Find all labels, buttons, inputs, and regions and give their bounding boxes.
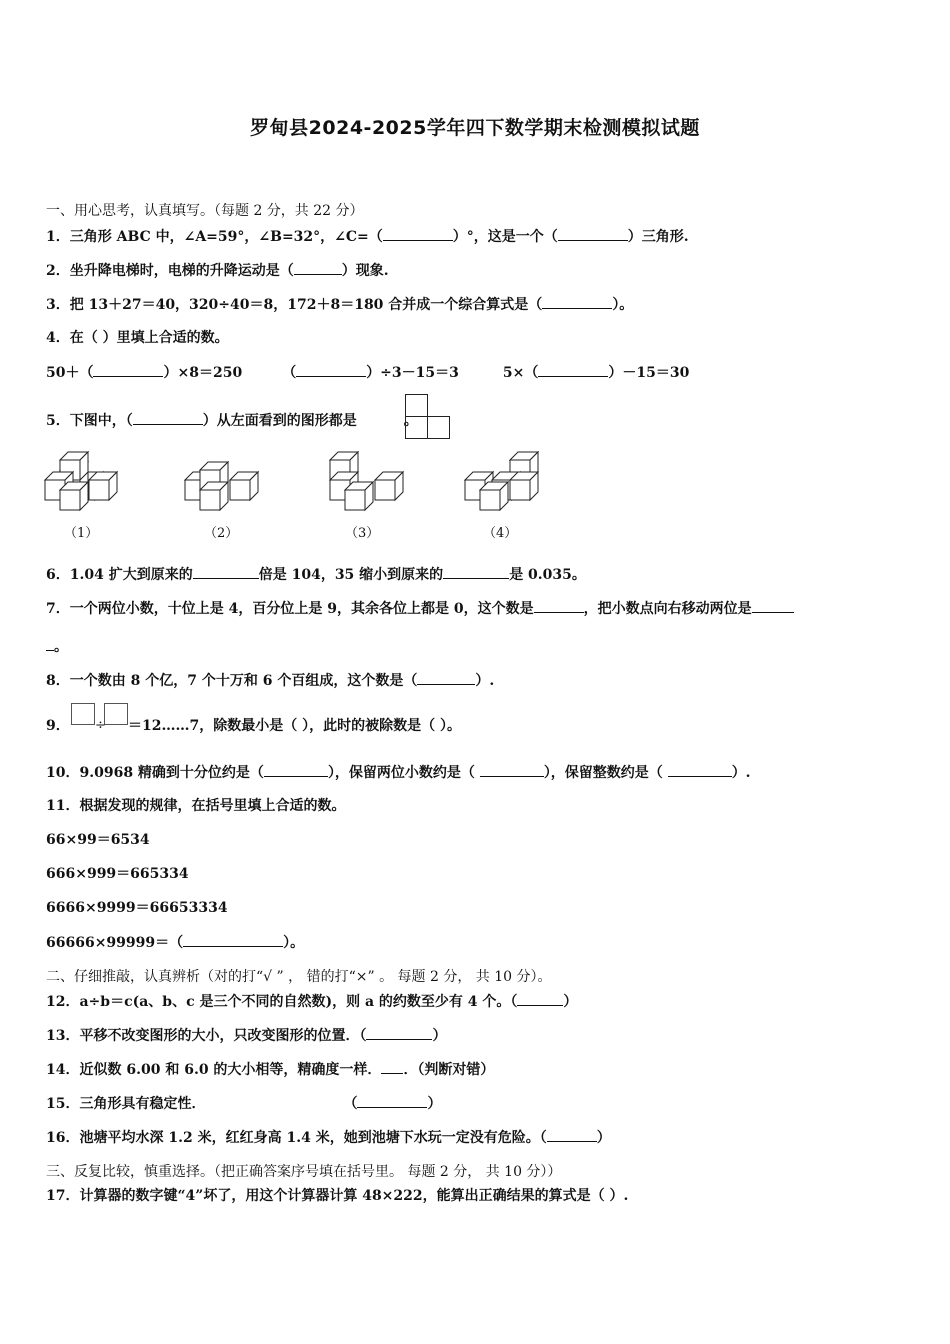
question-10: 10．9.0968 精确到十分位约是（ ），保留两位小数约是（ ），保留整数约是（ ）. — [46, 762, 751, 783]
figure-label-3: （3） — [345, 526, 380, 541]
answer-blank[interactable] — [357, 1093, 427, 1108]
answer-blank[interactable] — [296, 362, 366, 377]
pattern-line-3: 6666×9999＝66653334 — [46, 900, 228, 916]
answer-blank[interactable] — [294, 260, 342, 275]
question-1: 1．三角形 ABC 中，∠A=59°，∠B=32°，∠C=（ ）°，这是一个（ ）三角形. — [46, 226, 689, 247]
cube-figure-1 — [45, 452, 117, 510]
cube-figure-4 — [465, 452, 538, 510]
answer-blank[interactable] — [517, 991, 563, 1006]
answer-blank[interactable] — [547, 1127, 597, 1142]
dividend-box[interactable] — [71, 703, 95, 725]
question-4: 4．在（ ）里填上合适的数。 — [46, 330, 229, 346]
answer-blank[interactable] — [534, 598, 584, 613]
question-12: 12．a÷b＝c(a、b、c 是三个不同的自然数)，则 a 的约数至少有 4 个。（ ） — [46, 991, 577, 1012]
pattern-line-2: 666×999＝665334 — [46, 866, 189, 882]
answer-blank[interactable] — [183, 932, 283, 947]
question-4-equations: 50＋（ ）×8＝250 （ ）÷3－15＝3 5×（ ）－15＝30 — [46, 362, 689, 383]
answer-blank[interactable] — [366, 1025, 432, 1040]
cube-figures — [0, 450, 950, 540]
answer-blank[interactable] — [193, 564, 259, 579]
answer-blank[interactable] — [538, 362, 608, 377]
answer-blank[interactable] — [443, 564, 509, 579]
question-11: 11．根据发现的规律，在括号里填上合适的数。 — [46, 798, 346, 814]
cube-figure-3 — [330, 452, 403, 510]
divide-sign: ÷ — [95, 718, 106, 733]
figure-label-1: （1） — [64, 526, 99, 541]
question-9: 9． — [46, 718, 70, 734]
question-7-cont: 。 — [46, 636, 68, 657]
answer-blank[interactable] — [383, 226, 453, 241]
section-3-heading: 三、反复比较，慎重选择。（把正确答案序号填在括号里。 每题 2 分， 共 10 分）） — [46, 1164, 562, 1180]
cube-figure-2 — [185, 462, 258, 510]
question-17: 17．计算器的数字键“4”坏了，用这个计算器计算 48×222，能算出正确结果的算式是（ ）. — [46, 1188, 629, 1204]
question-9-text: ＝12……7，除数最小是（ ），此时的被除数是（ ）。 — [128, 718, 461, 734]
answer-blank[interactable] — [381, 1059, 403, 1074]
figure-label-2: （2） — [204, 526, 239, 541]
answer-blank[interactable] — [558, 226, 628, 241]
question-16: 16．池塘平均水深 1.2 米，红红身高 1.4 米，她到池塘下水玩一定没有危险。（ ） — [46, 1127, 611, 1148]
question-7: 7．一个两位小数，十位上是 4，百分位上是 9，其余各位上都是 0，这个数是 ，把小数点向右移动两位是 — [46, 598, 794, 619]
section-2-heading: 二、仔细推敲，认真辨析（对的打“√ ” ， 错的打“×” 。 每题 2 分， 共 10 分）。 — [46, 969, 552, 985]
answer-blank[interactable] — [480, 762, 544, 777]
divisor-box[interactable] — [104, 703, 128, 725]
answer-blank[interactable] — [752, 598, 794, 613]
question-6: 6．1.04 扩大到原来的 倍是 104，35 缩小到原来的 是 0.035。 — [46, 564, 586, 585]
question-3: 3．把 13＋27＝40，320÷40＝8，172＋8＝180 合并成一个综合算式是（ ）。 — [46, 294, 633, 315]
page-title: 罗甸县2024-2025学年四下数学期末检测模拟试题 — [250, 117, 700, 139]
figure-label-4: （4） — [483, 526, 518, 541]
left-view-square — [427, 416, 450, 439]
question-2: 2．坐升降电梯时，电梯的升降运动是（ ）现象. — [46, 260, 389, 281]
question-5: 5．下图中，（ ）从左面看到的图形都是 。 — [46, 410, 418, 431]
section-1-heading: 一、用心思考，认真填写。（每题 2 分，共 22 分） — [46, 203, 364, 219]
answer-blank[interactable] — [46, 636, 54, 651]
question-15: 15．三角形具有稳定性． （ ） — [46, 1093, 441, 1114]
pattern-line-4: 66666×99999＝（ ）。 — [46, 932, 304, 953]
pattern-line-1: 66×99＝6534 — [46, 832, 150, 848]
answer-blank[interactable] — [93, 362, 163, 377]
question-8: 8．一个数由 8 个亿，7 个十万和 6 个百组成，这个数是（ ）. — [46, 670, 494, 691]
left-view-square — [405, 416, 428, 439]
answer-blank[interactable] — [133, 410, 203, 425]
answer-blank[interactable] — [668, 762, 732, 777]
question-14: 14．近似数 6.00 和 6.0 的大小相等，精确度一样． ．（判断对错） — [46, 1059, 494, 1080]
answer-blank[interactable] — [417, 670, 475, 685]
left-view-square — [405, 394, 428, 417]
answer-blank[interactable] — [542, 294, 612, 309]
question-13: 13．平移不改变图形的大小，只改变图形的位置．（ ） — [46, 1025, 446, 1046]
answer-blank[interactable] — [264, 762, 328, 777]
